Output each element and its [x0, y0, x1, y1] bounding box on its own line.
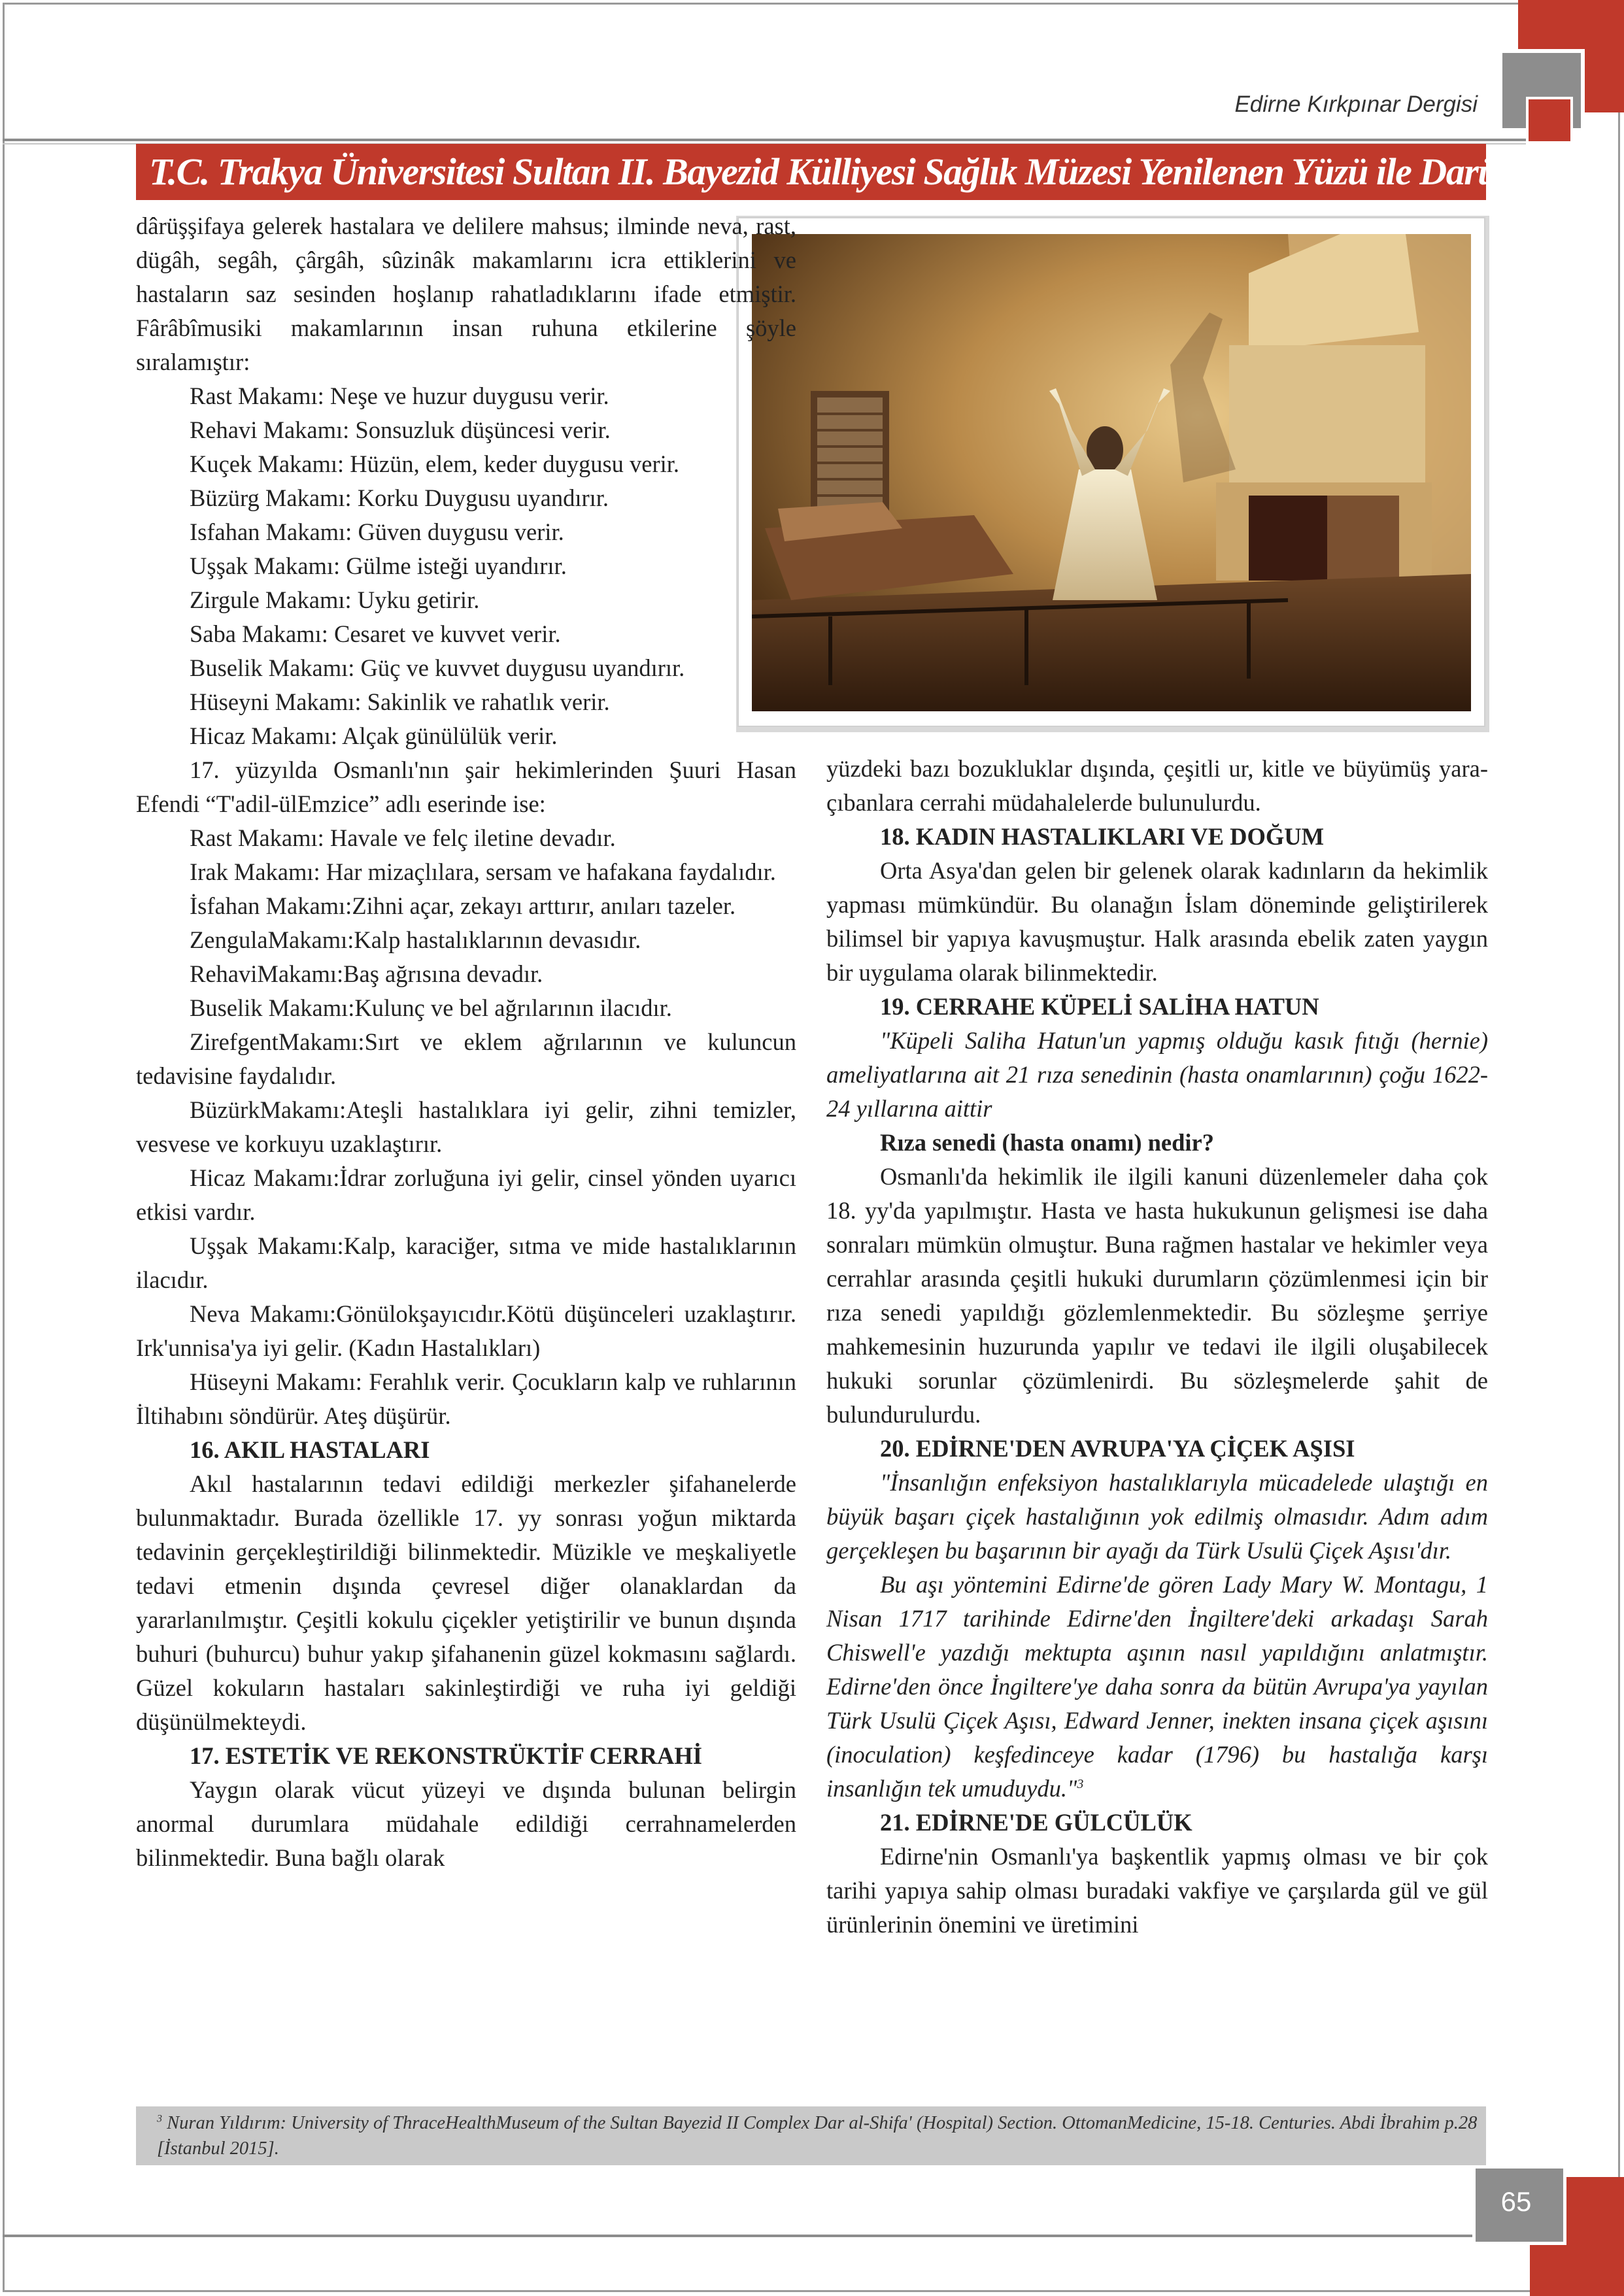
quote-paragraph: "Küpeli Saliha Hatun'un yapmış olduğu kasık fıtığı (hernie) ameliyatlarına ait 21 rıza senedinin (hasta onamlarının) çoğu 1622-24 yıllarına aittir [826, 1027, 1488, 1122]
header-rule [3, 139, 1526, 141]
makam-item: Hicaz Makamı:İdrar zorluğuna iyi gelir, cinsel yönden uyarıcı etkisi vardır. [136, 1164, 796, 1225]
makam-item: Neva Makamı:Gönülokşayıcıdır.Kötü düşünceleri uzaklaştırır. Irk'unnisa'ya iyi gelir. (Kadın Hastalıkları) [136, 1300, 796, 1361]
left-text-column [136, 209, 796, 1875]
makam-item: İsfahan Makamı:Zihni açar, zekayı arttırır, anıları tazeler. [190, 892, 736, 919]
makam-item: Kuçek Makamı: Hüzün, elem, keder duygusu verir. [190, 450, 680, 477]
footnote-mark: 3 [157, 2113, 162, 2125]
makam-item: ZengulaMakamı:Kalp hastalıklarının devasıdır. [190, 926, 641, 953]
makam-item: Hüseyni Makamı: Ferahlık verir. Çocukların kalp ve ruhlarının İltihabını söndürür. Ateş düşürür. [136, 1368, 796, 1429]
footer-rule [3, 2235, 1526, 2237]
makam-item: Hicaz Makamı: Alçak günülülük verir. [190, 722, 558, 749]
makam-item: Isfahan Makamı: Güven duygusu verir. [190, 518, 564, 545]
paragraph: Yaygın olarak vücut yüzeyi ve dışında bulunan belirgin anormal durumlara müdahale edildiği cerrahnamelerden bilinmektedir. Buna bağlı olarak [136, 1776, 796, 1871]
quote-paragraph [826, 1568, 1488, 1806]
section-heading: Rıza senedi (hasta onamı) nedir? [880, 1129, 1214, 1156]
page-number: 65 [1500, 2186, 1532, 2217]
makam-item: Irak Makamı: Har mizaçlılara, sersam ve hafakana faydalıdır. [190, 858, 776, 885]
paragraph: Edirne'nin Osmanlı'ya başkentlik yapmış olması ve bir çok tarihi yapıya sahip olması buradaki vakfiye ve çarşılarda gül ve gül ürünlerinin önemini ve üretimini [826, 1843, 1488, 1938]
makam-item: Uşşak Makamı: Gülme isteği uyandırır. [190, 552, 567, 579]
quote-text: Bu aşı yöntemini Edirne'de gören Lady Mary W. Montagu, 1 Nisan 1717 tarihinde Edirne'den İngiltere'deki arkadaşı Sarah Chiswell'e yazdığı mektupta aşının nasıl yapıldığını anlatmıştır. Edirne'den önce İngiltere'ye daha sonra da bütün Avrupa'ya yayılan Türk Usulü Çiçek Aşısı, Edward Jenner, inekten insana çiçek aşısını (inoculation) keşfedinceye kadar (1796) bu hastalığa karşı insanlığın tek umuduydu." [826, 1571, 1488, 1802]
paragraph: Akıl hastalarının tedavi edildiği merkezler şifahanelerde bulunmaktadır. Burada özellikle 17. yy sonrası yoğun miktarda tedavinin gerçekleştirildiği bilinmektedir. Müzikle ve meşkaliyetle tedavi etmenin dışında çevresel diğer olanaklardan da yararlanılmıştır. Çeşitli kokulu çiçekler yetiştirilir ve bunun dışında buhuri (buhurcu) buhur yakıp şifahanenin güzel kokmasını sağlardı. Güzel kokuların hastaları sakinleştirdiği ve ruha iyi geldiği düşünülmekteydi. [136, 1470, 796, 1735]
makam-item: Rast Makamı: Neşe ve huzur duygusu verir. [190, 382, 609, 409]
footnote [157, 2106, 1478, 2161]
makam-item: Rehavi Makamı: Sonsuzluk düşüncesi verir. [190, 416, 611, 443]
makam-item: RehaviMakamı:Baş ağrısına devadır. [190, 960, 543, 987]
makam-item: Buselik Makamı: Güç ve kuvvet duygusu uyandırır. [190, 654, 685, 681]
makam-item: Zirgule Makamı: Uyku getirir. [190, 586, 480, 613]
makam-item: Buselik Makamı:Kulunç ve bel ağrılarının ilacıdır. [190, 994, 672, 1021]
section-heading: 19. CERRAHE KÜPELİ SALİHA HATUN [880, 993, 1319, 1020]
quote-paragraph: "İnsanlığın enfeksiyon hastalıklarıyla mücadelede ulaştığı en büyük başarı çiçek hastalığının yok edilmiş olmasıdır. Adım adım gerçekleşen bu başarının bir ayağı da Türk Usulü Çiçek Aşısı'dır. [826, 1469, 1488, 1564]
section-heading: 16. AKIL HASTALARI [190, 1436, 430, 1463]
right-text-column [826, 752, 1488, 1942]
paragraph: 17. yüzyılda Osmanlı'nın şair hekimlerinden Şuuri Hasan Efendi “T'adil-ülEmzice” adlı eserinde ise: [136, 756, 796, 817]
corner-decoration-red-small [1526, 97, 1573, 144]
paragraph: Orta Asya'dan gelen bir gelenek olarak kadınların da hekimlik yapması mümkündür. Bu olanağın İslam döneminde geliştirilerek bilimsel bir yapıya kavuşmuştur. Halk arasında ebelik zaten yaygın bir uygulama olarak bilinmektedir. [826, 857, 1488, 986]
section-heading: 21. EDİRNE'DE GÜLCÜLÜK [880, 1809, 1193, 1836]
makam-item: Uşşak Makamı:Kalp, karaciğer, sıtma ve mide hastalıklarının ilacıdır. [136, 1232, 796, 1293]
article-title: T.C. Trakya Üniversitesi Sultan II. Bayezid Külliyesi Sağlık Müzesi Yenilenen Yüzü ile Darüşşifa [149, 150, 1565, 193]
makam-item: ZirefgentMakamı:Sırt ve eklem ağrılarının ve kuluncun tedavisine faydalıdır. [136, 1028, 796, 1089]
makam-item: BüzürkMakamı:Ateşli hastalıklara iyi gelir, zihni temizler, vesvese ve korkuyu uzaklaştırır. [136, 1096, 796, 1157]
makam-item: Hüseyni Makamı: Sakinlik ve rahatlık verir. [190, 688, 610, 715]
section-heading: 17. ESTETİK VE REKONSTRÜKTİF CERRAHİ [190, 1742, 702, 1769]
makam-item: Saba Makamı: Cesaret ve kuvvet verir. [190, 620, 561, 647]
paragraph: dârüşşifaya gelerek hastalara ve delilere mahsus; ilminde neva, rast, dügâh, segâh, çârgâh, sûzinâk makamlarını icra ettiklerini ve hastaların saz sesinden hoşlanıp rahatladıklarını ifade etmiştir. Fârâbîmusiki makamlarının insan ruhuna etkilerine şöyle sıralamıştır: [136, 212, 796, 375]
paragraph: yüzdeki bazı bozukluklar dışında, çeşitli ur, kitle ve büyümüş yara-çıbanlara cerrahi müdahalelerde bulunulurdu. [826, 755, 1488, 816]
museum-diorama-photo [752, 234, 1471, 711]
footnote-text: Nuran Yıldırım: University of ThraceHealthMuseum of the Sultan Bayezid II Complex Dar al-Shifa' (Hospital) Section. OttomanMedicine, 15-18. Centuries. Abdi İbrahim p.28 [İstanbul 2015]. [157, 2113, 1478, 2159]
footnote-reference[interactable]: 3 [1077, 1776, 1084, 1791]
makam-item: Büzürg Makamı: Korku Duygusu uyandırır. [190, 484, 609, 511]
makam-item: Rast Makamı: Havale ve felç iletine devadır. [190, 824, 616, 851]
paragraph: Osmanlı'da hekimlik ile ilgili kanuni düzenlemeler daha çok 18. yy'da yapılmıştır. Hasta ve hasta hukukunun gelişmesi ise daha sonraları mümkün olmuştur. Buna rağmen hastalar ve hekimler veya cerrahlar arasında çeşitli hukuki durumların çözümlenmesi için bir rıza senedi yapıldığı gözlemlenmektedir. Bu sözleşme şerriye mahkemesinin huzurunda yapılır ve tedavi ile ilgili oluşabilecek hukuki sorunlar çözümlenirdi. Bu sözleşmelerde şahit de bulundurulurdu. [826, 1163, 1488, 1428]
section-heading: 18. KADIN HASTALIKLARI VE DOĞUM [880, 823, 1325, 850]
journal-name: Edirne Kırkpınar Dergisi [1234, 92, 1478, 117]
section-heading: 20. EDİRNE'DEN AVRUPA'YA ÇİÇEK AŞISI [880, 1435, 1355, 1462]
